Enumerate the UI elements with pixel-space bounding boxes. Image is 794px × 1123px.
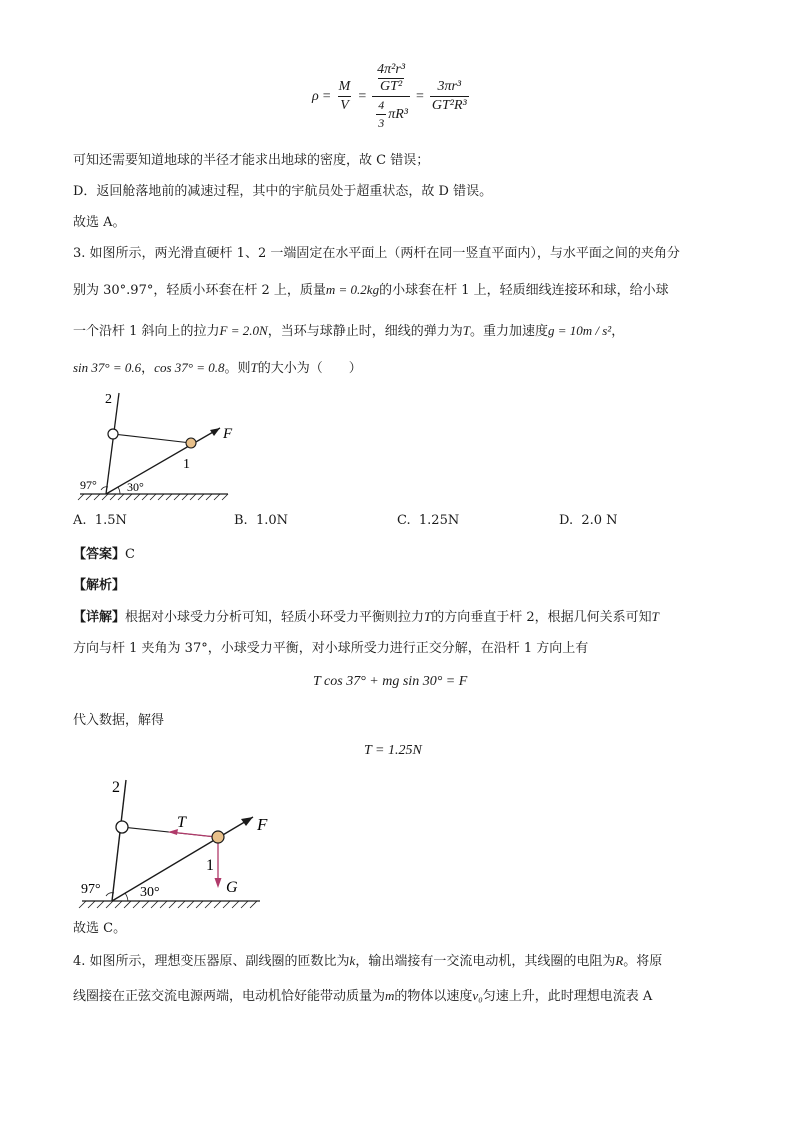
substitute-line: 代入数据，解得: [73, 713, 165, 728]
q3-force-value: F = 2.0N: [219, 323, 268, 338]
answer-line: [73, 546, 135, 564]
force-arrowhead-2: [241, 817, 253, 826]
option-a[interactable]: A. 1.5N: [73, 513, 127, 528]
rod-2: [106, 393, 119, 494]
q3-stem-line-1: 3. 如图所示，两光滑直硬杆 1、2 一端固定在水平面上（两杆在同一竖直平面内），与水平面之间的夹角分: [73, 246, 680, 261]
q3-mass-value: m = 0.2kg: [325, 282, 380, 297]
force-label-2: F: [257, 815, 268, 834]
force-arrowhead: [210, 428, 220, 436]
ground-hatching: [78, 494, 228, 500]
small-ball-2: [212, 831, 224, 843]
figure-force-analysis: [70, 770, 270, 910]
formula-result: $\frac{\text{3πr³}}{\text{GT²R³}}$: [431, 79, 467, 113]
rod-2-label: 2: [105, 392, 112, 407]
rod-1-label: 1: [183, 457, 190, 472]
formula-rho: ρ: [312, 88, 319, 104]
angle-30b-label: 30°: [140, 885, 160, 900]
light-ring-2: [116, 821, 128, 833]
gravity-arrowhead: [215, 878, 222, 888]
angle-97-label: 97°: [80, 478, 97, 492]
angle-arc-30: [118, 487, 120, 494]
light-ring: [108, 429, 118, 439]
rod-2b: [112, 780, 126, 901]
equation-force-balance: T cos 37° + mg sin 30° = F: [313, 674, 468, 689]
analysis-label: 【解析】: [73, 578, 126, 593]
q4-stem-line-1: 4. 如图所示，理想变压器原、副线圈的匝数比为k，输出端接有一交流电动机，其线圈的电阻为R。将原: [73, 953, 663, 969]
angle-97b-label: 97°: [81, 882, 101, 897]
gravity-label: G: [226, 879, 238, 896]
force-label: F: [223, 426, 233, 442]
q3-stem-line-3: 一个沿杆 1 斜向上的拉力F = 2.0N，当环与球静止时，细线的弹力为T。重力加速度g = 10m / s²，: [73, 323, 625, 339]
formula-compound-fraction: 4π²r³ GT² $\frac{4}{3}$ πR³: [372, 62, 410, 131]
small-ball: [186, 438, 196, 448]
figure-rods-diagram: [70, 388, 240, 503]
text-line-option-d-analysis: D．返回舱落地前的减速过程，其中的宇航员处于超重状态，故 D 错误。: [73, 184, 493, 199]
density-formula: ρ = $\frac{M}{V}$ = 4π²r³ GT² $\frac{4}{3}$ πR³ = $\frac{\text{3πr³}}{\text{GT²R³}}$: [312, 62, 467, 130]
rod-1b-label: 1: [206, 857, 214, 874]
q3-stem-line-2: 别为 30°.97°，轻质小环套在杆 2 上，质量m = 0.2kg的小球套在杆 1 上，轻质细线连接环和球，给小球: [73, 282, 669, 298]
detail-line-2: 方向与杆 1 夹角为 37°，小球受力平衡，对小球所受力进行正交分解，在沿杆 1 方向上有: [73, 641, 589, 656]
string-line: [113, 434, 191, 443]
q3-gravity-value: g = 10m / s²: [547, 323, 612, 338]
option-b[interactable]: B. 1.0N: [234, 513, 289, 528]
conclusion-line: 故选 C。: [73, 921, 127, 936]
text-line-radius-needed: 可知还需要知道地球的半径才能求出地球的密度，故 C 错误；: [73, 153, 430, 168]
rod-1: [106, 428, 220, 494]
angle-30-label: 30°: [127, 480, 144, 494]
rod-2b-label: 2: [112, 779, 120, 796]
detail-line-1: 【详解】根据对小球受力分析可知，轻质小环受力平衡则拉力T的方向垂直于杆 2，根据几何关系可知T: [73, 609, 659, 625]
q3-stem-line-4: sin 37° = 0.6，cos 37° = 0.8。则T的大小为（ ）: [73, 360, 362, 376]
option-c[interactable]: C. 1.25N: [397, 513, 460, 528]
option-d[interactable]: D. 2.0 N: [559, 513, 618, 528]
text-line-choose-a: 故选 A。: [73, 215, 126, 230]
formula-mass-over-volume: $\frac{M}{V}$: [338, 79, 351, 113]
ground-hatching-2: [79, 901, 257, 908]
q4-stem-line-2: 线圈接在正弦交流电源两端，电动机恰好能带动质量为m的物体以速度v₀匀速上升，此时理想电流表 A: [73, 988, 653, 1004]
tension-label: T: [177, 814, 186, 831]
answer-value: C: [125, 547, 135, 562]
equation-result: T = 1.25N: [364, 743, 422, 758]
angle-arc-30b: [125, 893, 128, 901]
answer-label: 【答案】: [73, 547, 126, 562]
